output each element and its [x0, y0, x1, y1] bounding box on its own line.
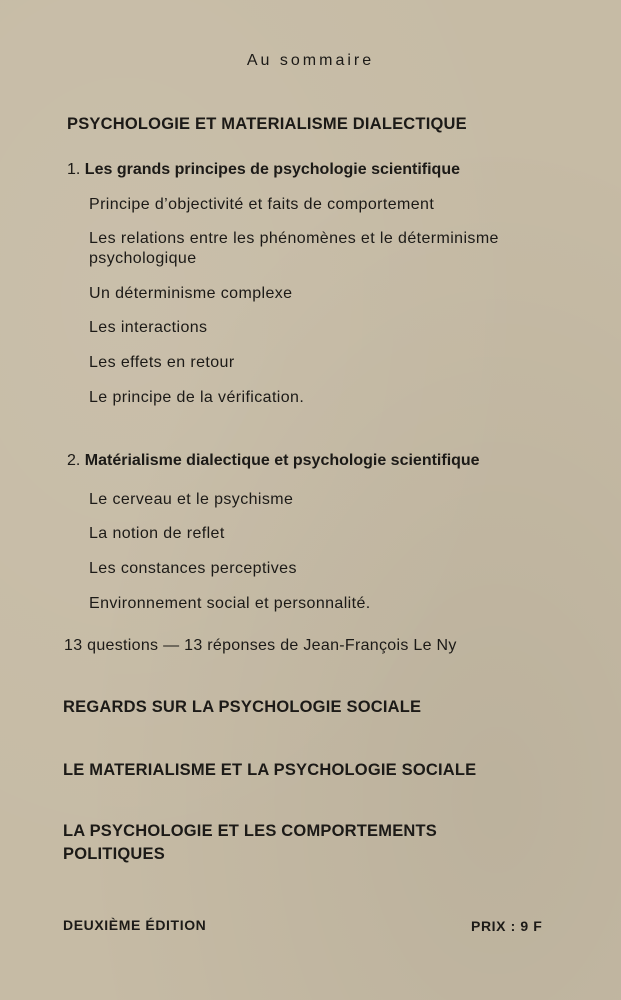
main-title: PSYCHOLOGIE ET MATERIALISME DIALECTIQUE	[67, 115, 467, 133]
section-2-number: 2.	[67, 452, 81, 469]
article-title-continued: POLITIQUES	[63, 845, 165, 863]
price-label: PRIX : 9 F	[471, 918, 543, 934]
section-2-item: Le cerveau et le psychisme	[89, 491, 294, 508]
edition-label: DEUXIÈME ÉDITION	[63, 917, 207, 933]
section-2-item: La notion de reflet	[89, 525, 225, 542]
article-title: LA PSYCHOLOGIE ET LES COMPORTEMENTS	[63, 822, 437, 840]
interview-line: 13 questions — 13 réponses de Jean-François Le Ny	[64, 637, 457, 654]
section-1-number: 1.	[67, 161, 81, 178]
section-1-item-continued: psychologique	[89, 250, 197, 267]
section-1-item: Principe d’objectivité et faits de comportement	[89, 196, 435, 213]
section-2-item: Environnement social et personnalité.	[89, 595, 371, 612]
section-1-heading	[67, 161, 460, 179]
section-1-item: Un déterminisme complexe	[89, 285, 293, 302]
article-title: REGARDS SUR LA PSYCHOLOGIE SOCIALE	[63, 698, 422, 716]
section-1-item: Les effets en retour	[89, 354, 235, 371]
section-2-heading	[67, 452, 480, 470]
contents-heading: Au sommaire	[246, 52, 375, 69]
section-1-title: Les grands principes de psychologie scientifique	[84, 161, 460, 178]
section-2-title: Matérialisme dialectique et psychologie scientifique	[84, 452, 480, 469]
section-1-item: Le principe de la vérification.	[89, 389, 305, 406]
article-title: LE MATERIALISME ET LA PSYCHOLOGIE SOCIALE	[63, 761, 477, 779]
section-1-item: Les interactions	[89, 319, 208, 336]
section-1-item: Les relations entre les phénomènes et le déterminisme	[89, 230, 499, 247]
section-2-item: Les constances perceptives	[89, 560, 297, 577]
